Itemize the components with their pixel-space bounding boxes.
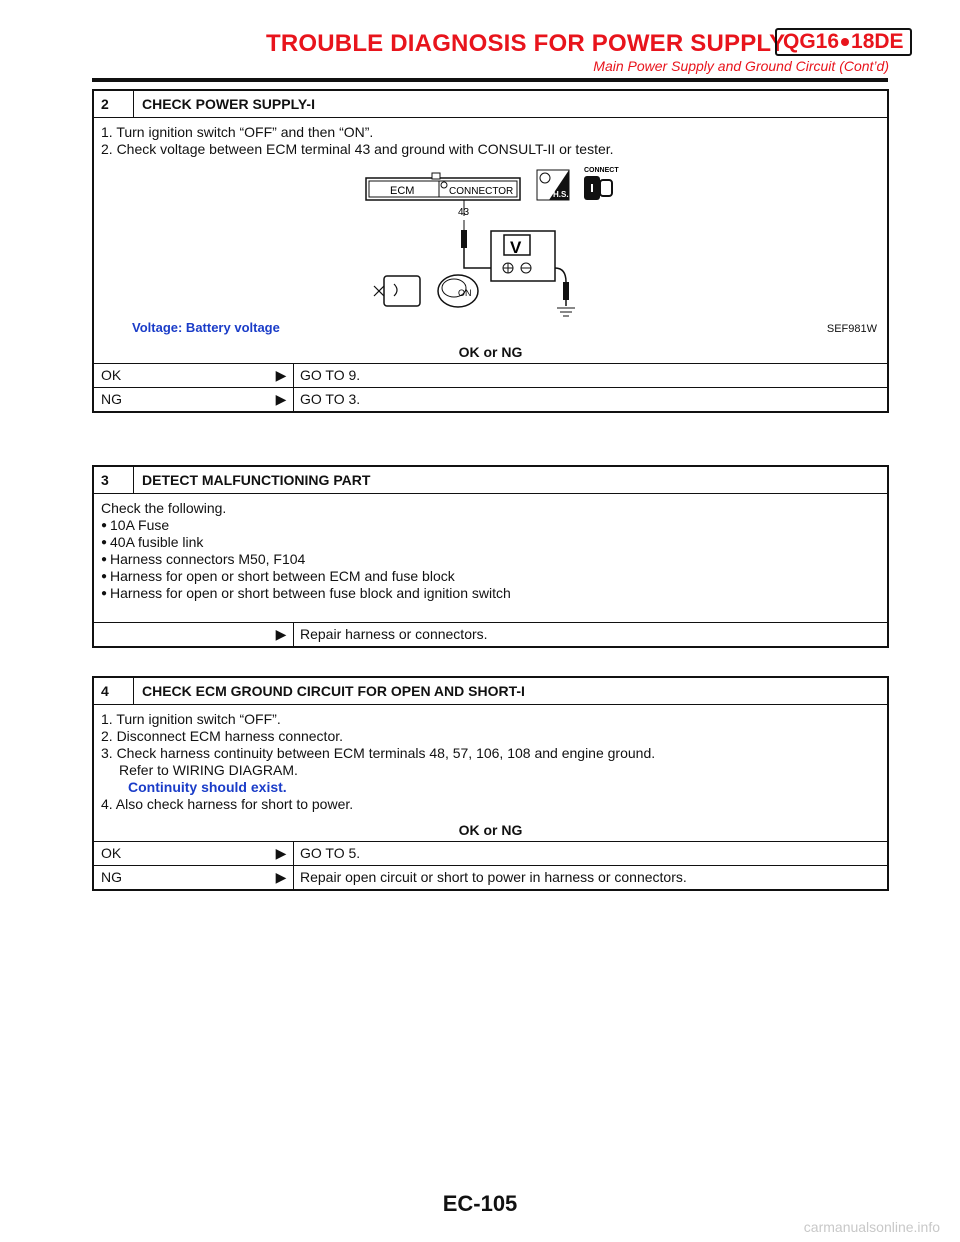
result-action: GO TO 9. xyxy=(293,364,887,387)
meter-label: V xyxy=(510,238,522,257)
section-number: 4 xyxy=(94,678,134,704)
section-title-row xyxy=(94,467,887,494)
result-label: NG xyxy=(101,391,122,407)
result-label xyxy=(94,623,269,646)
section-body xyxy=(94,494,887,622)
hs-label: H.S. xyxy=(553,190,569,199)
intro-text: Check the following. xyxy=(101,500,227,516)
list-item: ● Harness connectors M50, F104 xyxy=(101,551,306,567)
section-title: DETECT MALFUNCTIONING PART xyxy=(142,472,371,488)
bullet-icon: ● xyxy=(101,571,108,582)
bullet-icon: ● xyxy=(101,537,108,548)
section-number: 3 xyxy=(94,467,134,493)
section-check-power-supply xyxy=(92,89,889,413)
voltmeter-icon xyxy=(491,231,575,316)
voltage-check-diagram xyxy=(94,158,883,341)
section-number: 2 xyxy=(94,91,134,117)
result-row-ok xyxy=(94,363,887,387)
section-body xyxy=(94,705,887,813)
result-action: GO TO 5. xyxy=(293,842,887,865)
step-1: 1. Turn ignition switch “OFF” and then “ON”. xyxy=(101,124,374,140)
arrow-right-icon: ▶ xyxy=(275,869,287,885)
arrow-right-icon: ▶ xyxy=(275,626,287,642)
connect-label: CONNECT xyxy=(584,167,619,174)
engine-icon xyxy=(374,276,420,306)
arrow-right-icon: ▶ xyxy=(275,367,287,383)
result-row-ng xyxy=(94,387,887,411)
section-title-row xyxy=(94,678,887,705)
step-3: 3. Check harness continuity between ECM terminals 48, 57, 106, 108 and engine ground. xyxy=(101,745,656,761)
result-row-ng xyxy=(94,865,887,889)
result-label: NG xyxy=(101,869,122,885)
result-row xyxy=(94,622,887,646)
list-item: ● 40A fusible link xyxy=(101,534,204,550)
result-action: Repair open circuit or short to power in harness or connectors. xyxy=(293,866,887,889)
section-title: CHECK ECM GROUND CIRCUIT FOR OPEN AND SHORT-I xyxy=(142,683,525,699)
bullet-icon: ● xyxy=(101,554,108,565)
step-3-spec: Continuity should exist. xyxy=(128,779,287,795)
section-body xyxy=(94,118,887,158)
section-check-ecm-ground-circuit xyxy=(92,676,889,891)
arrow-right-icon: ▶ xyxy=(275,391,287,407)
engine-model-badge xyxy=(775,28,912,56)
terminal-label: 43 xyxy=(458,207,470,218)
step-3-note: Refer to WIRING DIAGRAM. xyxy=(119,762,298,778)
badge-left: QG16 xyxy=(783,30,840,53)
header-divider xyxy=(92,78,888,82)
page-code: EC-105 xyxy=(442,1191,518,1216)
list-item: ● Harness for open or short between ECM and fuse block xyxy=(101,568,455,584)
step-4: 4. Also check harness for short to power. xyxy=(101,796,354,812)
arrow-right-icon: ▶ xyxy=(275,845,287,861)
watermark: carmanualsonline.info xyxy=(803,1219,940,1235)
section-title: CHECK POWER SUPPLY-I xyxy=(142,96,315,112)
badge-right: 18DE xyxy=(851,30,904,53)
bullet-icon: ● xyxy=(101,520,108,531)
section-title-row xyxy=(94,91,887,118)
spec-caption: Voltage: Battery voltage xyxy=(132,320,280,335)
section-detect-malfunctioning-part xyxy=(92,465,889,648)
bullet-dot-icon xyxy=(841,38,849,46)
figure-id: SEF981W xyxy=(826,323,877,335)
probe-lead-icon xyxy=(461,220,494,268)
result-action: Repair harness or connectors. xyxy=(293,623,887,646)
connector-label: CONNECTOR xyxy=(449,186,514,197)
wiring-figure xyxy=(94,158,887,341)
page-title: TROUBLE DIAGNOSIS FOR POWER SUPPLY xyxy=(266,30,786,57)
result-label: OK xyxy=(101,845,122,861)
result-label: OK xyxy=(101,367,122,383)
page-subtitle: Main Power Supply and Ground Circuit (Cont’d) xyxy=(593,58,889,74)
ok-or-ng-question: OK or NG xyxy=(458,344,523,360)
list-item: ● 10A Fuse xyxy=(101,517,170,533)
step-1: 1. Turn ignition switch “OFF”. xyxy=(101,711,281,727)
bullet-icon: ● xyxy=(101,588,108,599)
result-row-ok xyxy=(94,841,887,865)
connect-plug-icon xyxy=(584,176,612,200)
list-item: ● Harness for open or short between fuse block and ignition switch xyxy=(101,585,511,601)
step-2: 2. Disconnect ECM harness connector. xyxy=(101,728,344,744)
step-2: 2. Check voltage between ECM terminal 43 and ground with CONSULT-II or tester. xyxy=(101,141,614,157)
ecm-label: ECM xyxy=(390,185,415,197)
on-label: ON xyxy=(458,288,472,298)
result-action: GO TO 3. xyxy=(293,388,887,411)
ok-or-ng-question: OK or NG xyxy=(458,822,523,838)
